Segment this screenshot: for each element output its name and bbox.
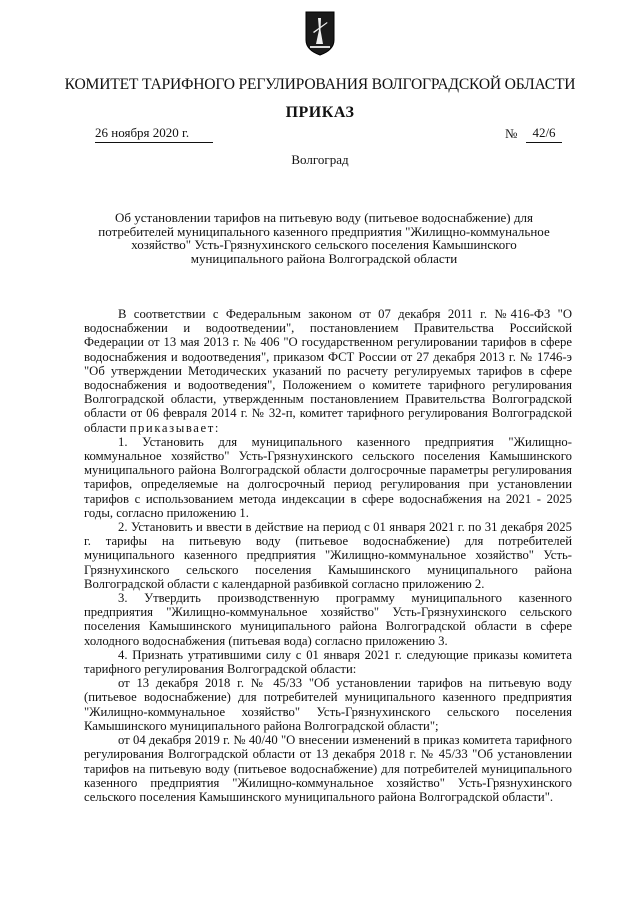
coat-of-arms-icon	[304, 10, 336, 56]
decree-word: приказывает:	[129, 420, 221, 435]
document-date: 26 ноября 2020 г.	[95, 125, 213, 143]
document-number: 42/6	[526, 125, 562, 143]
item-4: 4. Признать утратившими силу с 01 января 2021 г. следующие приказы комитета тарифного регулирования Волгоградской области:	[84, 647, 572, 677]
item-1: 1. Установить для муниципального казенного предприятия "Жилищно-коммунальное хозяйство" Усть-Грязнухинского сельского поселения Камышинского муниципального района Волгоградской области долгосрочные параметры регулирования тарифов, определяемые на долгосрочный период регулирования при установлении тарифов с использованием метода индексации в сфере водоснабжения на 2021 - 2025 годы, согласно приложению 1.	[84, 434, 572, 520]
preamble-text: В соответствии с Федеральным законом от 07 декабря 2011 г. №416-ФЗ "О водоснабжении и водоотведении", постановлением Правительства Российской Федерации от 13 мая 2013 г. № 406 "О государственном регулировании тарифов в сфере водоснабжения и водоотведения", приказом ФСТ России от 27 декабря 2013 г. № 1746-э "Об утверждении Методических указаний по расчету регулируемых тарифов в сфере водоснабжения и водоотведения", Положением о комитете тарифного регулирования Волгоградской области, утвержденным постановлением Правительства Волгоградской области от 06 февраля 2014 г. № 32-п, комитет тарифного регулирования Волгоградской области	[84, 307, 572, 435]
city: Волгоград	[291, 152, 349, 167]
item-2: 2. Установить и ввести в действие на период с 01 января 2021 г. по 31 декабря 2025 г. тарифы на питьевую воду (питьевое водоснабжение) для потребителей муниципального казенного предприятия "Жилищно-коммунальное хозяйство" Усть-Грязнухинского сельского поселения Камышинского муниципального района Волгоградской области с календарной разбивкой согласно приложению 2.	[84, 520, 572, 591]
preamble-paragraph	[84, 307, 572, 435]
document-type: ПРИКАЗ	[285, 104, 355, 121]
document-subject: Об установлении тарифов на питьевую воду (питьевое водоснабжение) для потребителей муниципального казенного предприятия "Жилищно-коммунальное хозяйство" Усть-Грязнухинского сельского поселения Камышинского муниципального района Волгоградской области	[98, 210, 550, 266]
item-4-order-a: от 13 декабря 2018 г. № 45/33 "Об установлении тарифов на питьевую воду (питьевое водоснабжение) для потребителей муниципального казенного предприятия "Жилищно-коммунальное хозяйство" Усть-Грязнухинского сельского поселения Камышинского муниципального района Волгоградской области";	[84, 676, 572, 733]
item-3: 3. Утвердить производственную программу муниципального казенного предприятия "Жилищно-коммунальное хозяйство" Усть-Грязнухинского сельского поселения Камышинского муниципального района Волгоградской области в сфере холодного водоснабжения (питьевая вода) согласно приложению 3.	[84, 591, 572, 648]
document-body	[84, 307, 572, 804]
item-4-order-b: от 04 декабря 2019 г. № 40/40 "О внесении изменений в приказ комитета тарифного регулирования Волгоградской области от 13 декабря 2018 г. № 45/33 "Об установлении тарифов на питьевую воду (питьевое водоснабжение) для потребителей муниципального казенного предприятия "Жилищно-коммунальное хозяйство" Усть-Грязнухинского сельского поселения Камышинского муниципального района Волгоградской области".	[84, 733, 572, 804]
committee-name: КОМИТЕТ ТАРИФНОГО РЕГУЛИРОВАНИЯ ВОЛГОГРАДСКОЙ ОБЛАСТИ	[64, 76, 576, 93]
number-sign: №	[505, 126, 518, 141]
